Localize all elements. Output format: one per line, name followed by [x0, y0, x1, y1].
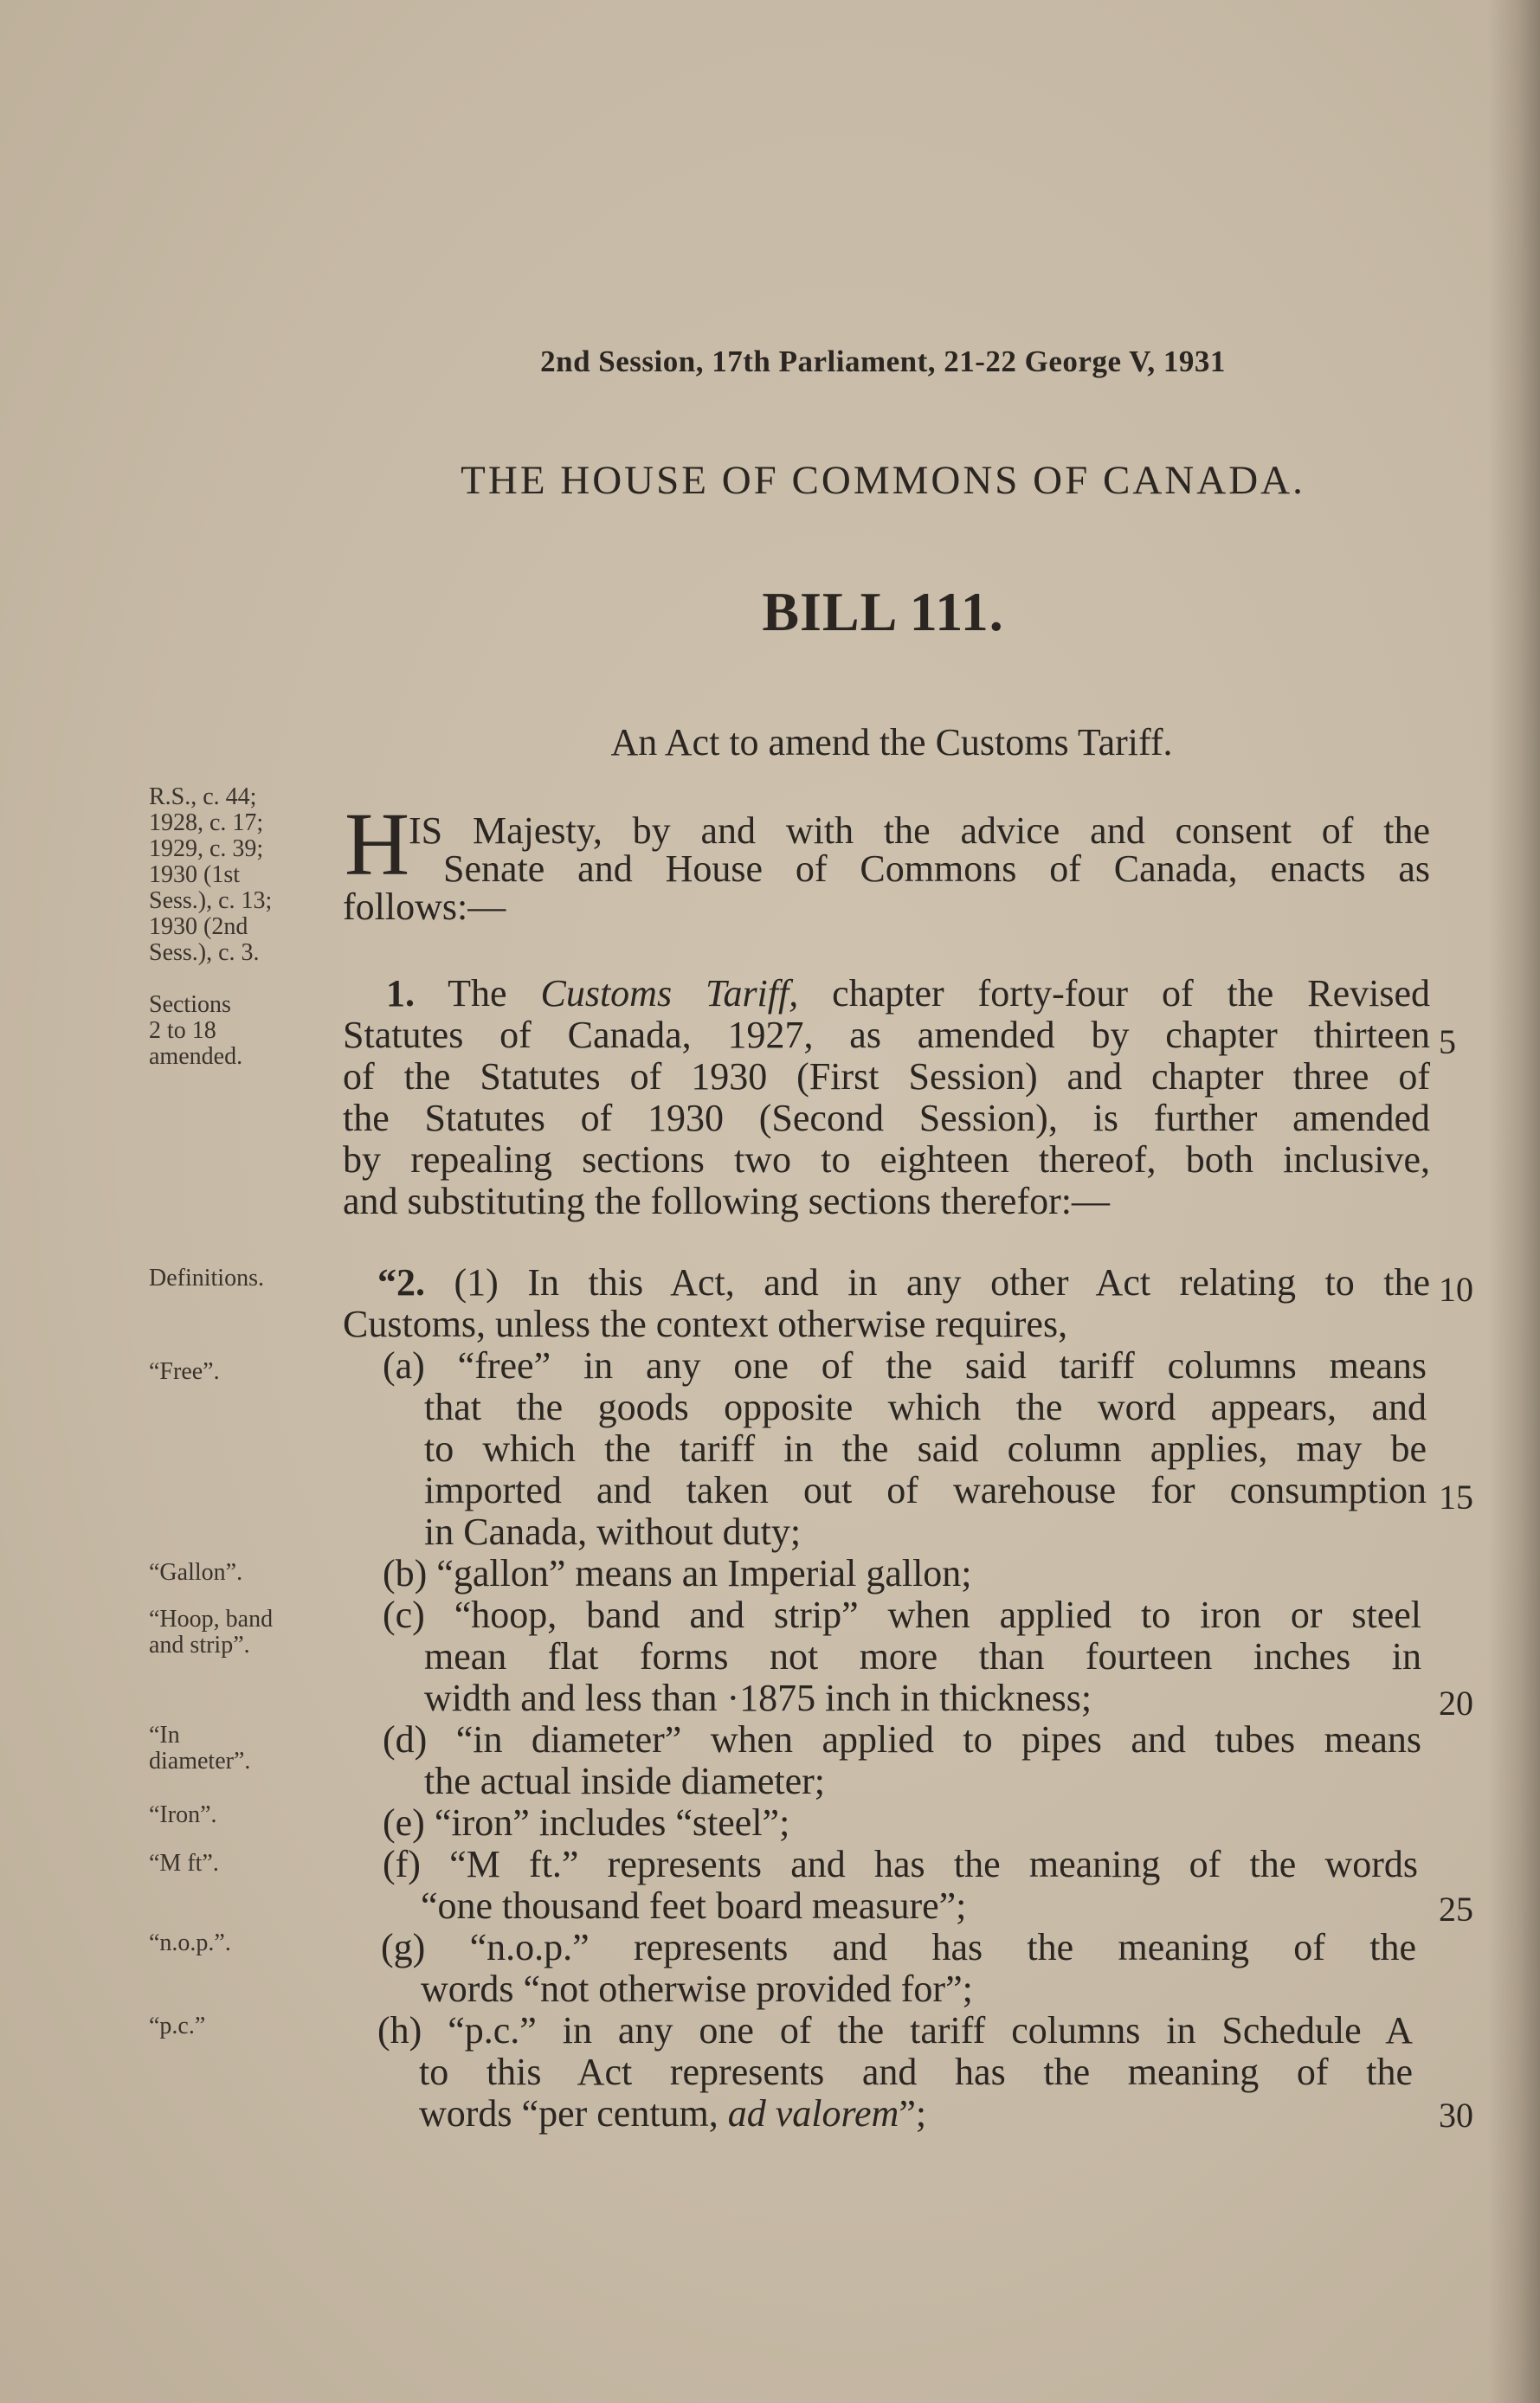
margin-note-free: “Free”.: [149, 1358, 220, 1385]
session-line: 2nd Session, 17th Parliament, 21-22 George V, 1931: [540, 345, 1226, 378]
margin-note-nop: “n.o.p.”.: [149, 1929, 231, 1956]
definition-pc: to this Act represents and has the meaning of the: [419, 2051, 1413, 2093]
line-number: 5: [1439, 1022, 1456, 1061]
enacting-line: follows:—: [343, 886, 506, 928]
margin-note: 1930 (2nd: [149, 913, 248, 940]
line-number: 10: [1439, 1270, 1473, 1309]
line-number: 25: [1439, 1890, 1473, 1929]
margin-note: 1928, c. 17;: [149, 809, 264, 836]
enacting-line: IS Majesty, by and with the advice and consent of the: [409, 809, 1430, 852]
drop-cap: H: [345, 795, 410, 894]
enacting-line: Senate and House of Commons of Canada, enacts as: [443, 847, 1430, 890]
margin-note-hoop: “Hoop, band: [149, 1606, 274, 1633]
definition-free: (a) “free” in any one of the said tariff columns means: [383, 1344, 1427, 1387]
margin-note-gallon: “Gallon”.: [149, 1559, 243, 1586]
margin-note-sections: amended.: [149, 1043, 243, 1070]
definition-pc-italic: ad valorem: [727, 2092, 899, 2135]
house-title: THE HOUSE OF COMMONS OF CANADA.: [461, 458, 1305, 503]
definition-gallon: (b) “gallon” means an Imperial gallon;: [383, 1552, 972, 1594]
definition-free: imported and taken out of warehouse for consumption: [424, 1469, 1427, 1511]
margin-note-hoop: and strip”.: [149, 1632, 250, 1659]
margin-note-pc: “p.c.”: [149, 2013, 206, 2039]
section1-act-name: Customs Tariff,: [540, 972, 799, 1015]
line-number: 15: [1439, 1478, 1473, 1517]
margin-note-definitions: Definitions.: [149, 1265, 264, 1292]
section2-number: “2.: [377, 1261, 425, 1304]
margin-note-mft: “M ft”.: [149, 1850, 219, 1877]
definition-diameter: (d) “in diameter” when applied to pipes and tubes means: [383, 1718, 1421, 1761]
margin-note-diameter: “In: [149, 1722, 180, 1749]
definition-mft: “one thousand feet board measure”;: [421, 1884, 967, 1927]
line-number: 30: [1439, 2096, 1473, 2135]
margin-note-sections: 2 to 18: [149, 1017, 216, 1044]
section1-line: the Statutes of 1930 (Second Session), is further amended: [343, 1097, 1430, 1139]
margin-note-iron: “Iron”.: [149, 1801, 217, 1828]
definition-hoop: width and less than ·1875 inch in thickness;: [424, 1677, 1092, 1719]
definition-nop: (g) “n.o.p.” represents and has the meaning of the: [381, 1926, 1416, 1968]
margin-note: 1930 (1st: [149, 861, 240, 888]
margin-note-sections: Sections: [149, 991, 231, 1018]
section2-text: (1) In this Act, and in any other Act relating to the: [454, 1261, 1431, 1304]
definition-free: to which the tariff in the said column applies, may be: [424, 1427, 1427, 1470]
section1-line: Statutes of Canada, 1927, as amended by chapter thirteen: [343, 1014, 1430, 1056]
definition-pc: (h) “p.c.” in any one of the tariff columns in Schedule A: [377, 2009, 1413, 2052]
section1-line: and substituting the following sections therefor:—: [343, 1180, 1110, 1222]
act-title: An Act to amend the Customs Tariff.: [610, 721, 1173, 763]
margin-note: R.S., c. 44;: [149, 783, 257, 810]
bill-number: BILL 111.: [762, 581, 1004, 642]
definition-diameter: the actual inside diameter;: [424, 1760, 826, 1802]
definition-hoop: mean flat forms not more than fourteen inches in: [424, 1635, 1421, 1678]
margin-note-diameter: diameter”.: [149, 1748, 251, 1775]
section1-text: chapter forty-four of the Revised: [798, 972, 1430, 1015]
definition-free: in Canada, without duty;: [424, 1511, 802, 1553]
section2-line: [377, 1262, 1430, 1304]
definition-pc-text: ”;: [899, 2092, 927, 2135]
definition-free: that the goods opposite which the word appears, and: [424, 1386, 1427, 1428]
definition-nop: words “not otherwise provided for”;: [421, 1968, 973, 2010]
section1-line: of the Statutes of 1930 (First Session) and chapter three of: [343, 1055, 1430, 1098]
margin-note: Sess.), c. 3.: [149, 939, 260, 966]
definition-hoop: (c) “hoop, band and strip” when applied to iron or steel: [383, 1594, 1421, 1636]
line-number: 20: [1439, 1684, 1473, 1723]
definition-mft: (f) “M ft.” represents and has the meaning of the words: [383, 1843, 1418, 1885]
definition-pc-text: words “per centum,: [419, 2092, 728, 2135]
margin-note: Sess.), c. 13;: [149, 887, 273, 914]
margin-note: 1929, c. 39;: [149, 835, 264, 862]
section1-line: by repealing sections two to eighteen thereof, both inclusive,: [343, 1138, 1430, 1181]
definition-pc: [419, 2093, 926, 2135]
section1-number: 1.: [386, 972, 415, 1015]
section1-text: The: [448, 972, 541, 1015]
section2-line: Customs, unless the context otherwise requires,: [343, 1303, 1068, 1345]
section1-line: [386, 973, 1430, 1015]
definition-iron: (e) “iron” includes “steel”;: [383, 1801, 790, 1844]
